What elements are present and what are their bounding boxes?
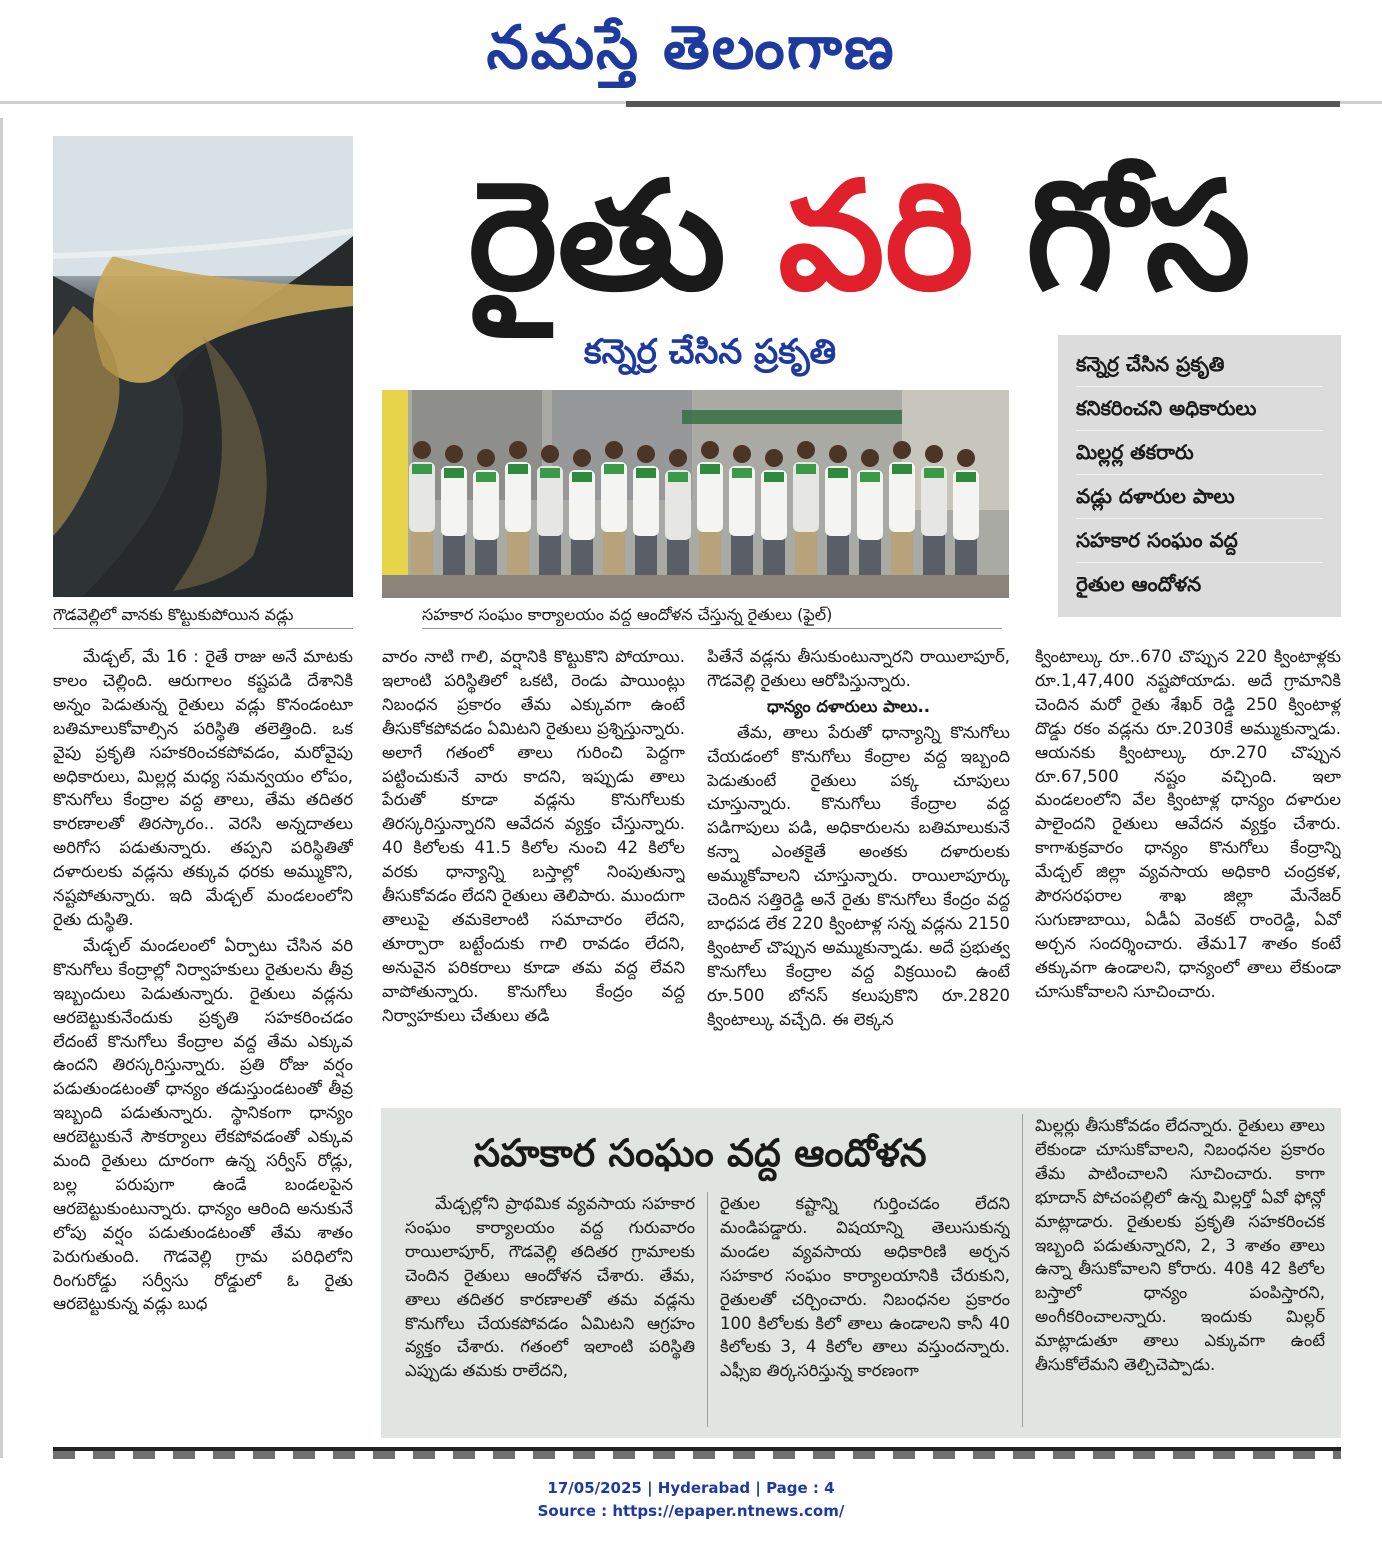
article-paragraph: క్వింటాల్కు రూ..670 చొప్పున 220 క్వింటాళ్లకు రూ.1,47,400 నష్టపోయాడు. అదే గ్రామానికి చెందిన మరో రైతు శేఖర్ రెడ్డి 250 క్వింటాళ్ల దొడ్డు రకం వడ్లను రూ.2030కే అమ్ముకున్నాడు. ఆయనకు క్వింటాల్కు రూ.270 చొప్పున రూ.67,500 నష్టం వచ్చింది. ఇలా మండలంలోని వేల క్వింటాళ్ల ధాన్యం దళారుల పాలైందని రైతులు ఆవేదన వ్యక్తం చేశారు. కాగాశుక్రవారం ధాన్యం కొనుగోలు కేంద్రాన్ని మేడ్చల్ జిల్లా వ్యవసాయ అధికారి చంద్రకళ, పౌరసరఫరాల శాఖ జిల్లా మేనేజర్ సుగుణాబాయి, ఏడీఏ వెంకట్ రాంరెడ్డి, ఏవో అర్చన సందర్శించారు. తేమ17 శాతం కంటే తక్కువగా ఉండాలని, ధాన్యంలో తాలు లేకుండా చూసుకోవాలని సూచించారు.	[1035, 647, 1341, 1001]
sidebar-story-column-1	[405, 1192, 695, 1422]
footer-date-edition: 17/05/2025 | Hyderabad | Page : 4	[547, 1479, 835, 1497]
article-paragraph: పితేనే వడ్లను తీసుకుంటున్నారని రాయిలాపూర్, గౌడవెల్లి రైతులు ఆరోపిస్తున్నారు.	[707, 647, 1010, 690]
headline-word-2: వరి	[778, 150, 974, 324]
sidebar-story-column-2	[720, 1192, 1010, 1422]
caption-road-photo: గౌడవెల్లిలో వానకు కొట్టుకుపోయిన వడ్లు	[53, 604, 353, 629]
highlight-item: రైతుల ఆందోళన	[1076, 572, 1202, 596]
article-paragraph: రైతుల కష్టాన్ని గుర్తించడం లేదని మండిపడ్డారు. విషయాన్ని తెలుసుకున్న మండల వ్యవసాయ అధికారిణి అర్చన సహకార సంఘం కార్యాలయానికి చేరుకుని, రైతులతో చర్చించారు. నిబంధనల ప్రకారం 100 కిలోలకు కిలో తాలు ఉండాలని కానీ 40 కిలోలకు 3, 4 కిలోల తాలు వస్తుందన్నారు. ఎఫ్సీఐ తిర్కసరిస్తున్న కారణంగా	[720, 1194, 1010, 1381]
headline-word-1: రైతు	[468, 150, 726, 324]
headline-word-3: గోస	[1025, 150, 1251, 324]
article-paragraph: వారం నాటి గాలి, వర్షానికి కొట్టుకొని పోయాయి. ఇలాంటి పరిస్థితిలో ఒకటి, రెండు పాయింట్లు నిబంధన ప్రకారం తేమ ఎక్కువగా ఉంటే తీసుకోకపోవడం ఏమిటని రైతులు ప్రశ్నిస్తున్నారు. అలాగే గతంలో తాలు గురించి పెద్దగా పట్టించుకునే వారు కాదని, ఇప్పుడు తాలు పేరుతో కూడా వడ్లను కొనుగోలుకు తిరస్కరిస్తున్నారని ఆవేదన వ్యక్తం చేస్తున్నారు. 40 కిలోలకు 41.5 కిలోల నుంచి 42 కిలోల వరకు ధాన్యాన్ని బస్తాల్లో నింపుతున్నా తీసుకోవడం లేదని రైతులు తెలిపారు. ముందుగా తాలుపై తమకెలాంటి సమాచారం లేదని, తూర్పారా బట్టేందుకు గాలి రావడం లేదని, అనువైన పరికరాలు కూడా తమ వద్ద లేవని వాపోతున్నారు. కొనుగోలు కేంద్రం వద్ద నిర్వాహకులు చేతులు తడి	[382, 647, 685, 1025]
article-paragraph: మేడ్చల్లోని ప్రాథమిక వ్యవసాయ సహకార సంఘం కార్యాలయం వద్ద గురువారం రాయిలాపూర్, గౌడవెల్లి తదితర గ్రామాలకు చెందిన రైతులు ఆందోళన చేశారు. తేమ, తాలు తదితర కారణాలతో తమ వడ్లను కొనుగోలు చేయకపోవడం ఏమిటని ఆగ్రహం వ్యక్తం చేశారు. గతంలో ఇలాంటి పరిస్థితి ఎప్పుడు తమకు రాలేదని,	[405, 1194, 695, 1381]
article-column-1	[53, 645, 353, 1425]
highlights-list	[1076, 343, 1323, 606]
column-divider	[707, 1192, 708, 1427]
article-subheading: ధాన్యం దళారులు పాలు..	[767, 696, 931, 716]
article-paragraph: మేడ్చల్ మండలంలో ఏర్పాటు చేసిన వరి కొనుగోలు కేంద్రాల్లో నిర్వాహకులు రైతులను తీవ్ర ఇబ్బందులు పెడుతున్నారు. రైతులు వడ్లను ఆరబెట్టుకునేందుకు ప్రకృతి సహకరించడం లేదంటే కొనుగోలు కేంద్రాల వద్ద తేమ ఎక్కువ ఉందని తిరస్కరిస్తున్నారు. ప్రతి రోజు వర్షం పడుతుండటంతో ధాన్యం తడుస్తుండటంతో తీవ్ర ఇబ్బంది పడుతున్నారు. స్థానికంగా ధాన్యం ఆరబెట్టుకునే సౌకర్యాలు లేకపోవడంతో ఎక్కువ మంది రైతులు దూరంగా ఉన్న సర్వీస్ రోడ్లు, బల్ల పరుపుగా ఉండే బండలపైన ఆరబెట్టుకుంటున్నారు. ధాన్యం ఆరింది అనుకునే లోపు వర్షం పడుతుండటంతో తేమ శాతం పెరుగుతుంది. గౌడవెల్లి గ్రామ పరిధిలోని రింగురోడ్డు సర్వీసు రోడ్డులో ఓ రైతు ఆరబెట్టుకున్న వడ్లు బుధ	[53, 935, 353, 1314]
highlight-item: కనికరించని అధికారులు	[1076, 387, 1323, 431]
subheadline: కన్నెర్ర చేసిన ప్రకృతి	[583, 332, 837, 372]
highlight-item: వడ్లు దళారుల పాలు	[1076, 475, 1323, 519]
column-divider	[1022, 1114, 1023, 1427]
article-column-2	[382, 645, 685, 1085]
cut-off-next-headline	[53, 1451, 1341, 1459]
caption-group-photo: సహకార సంఘం కార్యాలయం వద్ద ఆందోళన చేస్తున్న రైతులు (ఫైల్)	[422, 604, 1002, 629]
highlight-item: మిల్లర్ల తకరారు	[1076, 431, 1323, 475]
article-column-3	[707, 645, 1010, 1085]
footer-source: Source : https://epaper.ntnews.com/	[537, 1502, 845, 1520]
article-paragraph: తేమ, తాలు పేరుతో ధాన్యాన్ని కొనుగోలు చేయడంలో కొనుగోలు కేంద్రాల వద్ద ఇబ్బంది పెడుతుంటే రైతులు పక్క చూపులు చూస్తున్నారు. కొనుగోలు కేంద్రాల వద్ద పడిగాపులు పడి, అధికారులను బతిమాలుకునే కన్నా ఎంతకైతే అంతకు దళారులకు అమ్ముకోవాలని చూస్తున్నారు. రాయిలాపూర్కు చెందిన సత్తిరెడ్డి అనే రైతు కొనుగోలు కేంద్రం వద్ద బాధపడ లేక 220 క్వింటాళ్ల సన్న వడ్లను 2150 క్వింటాల్ చొప్పున అమ్ముకున్నాడు. అదే ప్రభుత్వ కొనుగోలు కేంద్రాల వద్ద విక్రయించి ఉంటే రూ.500 బోనస్ కలుపుకొని రూ.2820 క్వింటాల్కు వచ్చేది. ఈ లెక్కన	[707, 722, 1010, 1029]
photo-farmers-protest	[382, 390, 1009, 598]
sidebar-story-title: సహకార సంఘం వద్ద ఆందోళన	[473, 1131, 927, 1175]
headline	[372, 122, 1347, 352]
article-paragraph: మేడ్చల్, మే 16 : రైతే రాజు అనే మాటకు కాలం చెల్లింది. ఆరుగాలం కష్టపడి దేశానికి అన్నం పెడుతున్న రైతులు వడ్లు కొనండంటూ బతిమాలుకోవాల్సిన పరిస్థితి తలెత్తింది. ఒక వైపు ప్రకృతి సహకరించకపోవడం, మరోవైపు అధికారులు, మిల్లర్ల మధ్య సమన్వయం లోపం, కొనుగోలు కేంద్రాల వద్ద తాలు, తేమ తదితర కారణాలతో తిరస్కారం.. వెరసి అన్నదాతలు అరిగోస పడుతున్నారు. తప్పని పరిస్థితితో దళారులకు వడ్లను తక్కువ ధరకు అమ్ముకొని, నష్టపోతున్నారు. ఇది మేడ్చల్ మండలంలోని రైతు దుస్థితి.	[53, 647, 353, 929]
masthead-rule-bold	[626, 101, 1340, 107]
road-photo-art	[53, 136, 353, 597]
highlight-item: సహకార సంఘం వద్ద	[1076, 519, 1323, 563]
photo-wet-paddy-road	[53, 136, 353, 597]
article-column-4	[1035, 645, 1341, 1085]
highlight-item: కన్నెర్ర చేసిన ప్రకృతి	[1076, 343, 1323, 387]
masthead-title: నమస్తే తెలంగాణ	[486, 13, 896, 83]
highlights-box	[1058, 335, 1341, 617]
article-paragraph: మిల్లర్లు తీసుకోవడం లేదన్నారు. రైతులు తాలు లేకుండా చూసుకోవాలని, నిబంధనల ప్రకారం తేమ పాటించాలని సూచించారు. కాగా భూదాన్ పోచంపల్లిలో ఉన్న మిల్లర్తో ఏవో ఫోన్లో మాట్లాడారు. రైతులకు ప్రకృతి సహకరించక ఇబ్బంది పడుతున్నారని, 2, 3 శాతం తాలు ఉన్నా తీసుకోవాలని కోరారు. 40కి 42 కిలోల బస్తాలో ధాన్యం పంపిస్తారని, అంగీకరించాలన్నారు. ఇందుకు మిల్లర్ మాట్లాడుతూ తాలు ఎక్కువగా ఉంటే తీసుకోలేమని తెల్చిచెప్పాడు.	[1035, 1116, 1325, 1375]
group-photo-art	[382, 390, 1009, 598]
sidebar-story-column-3	[1035, 1114, 1325, 1424]
page-frame-left	[0, 118, 3, 1458]
